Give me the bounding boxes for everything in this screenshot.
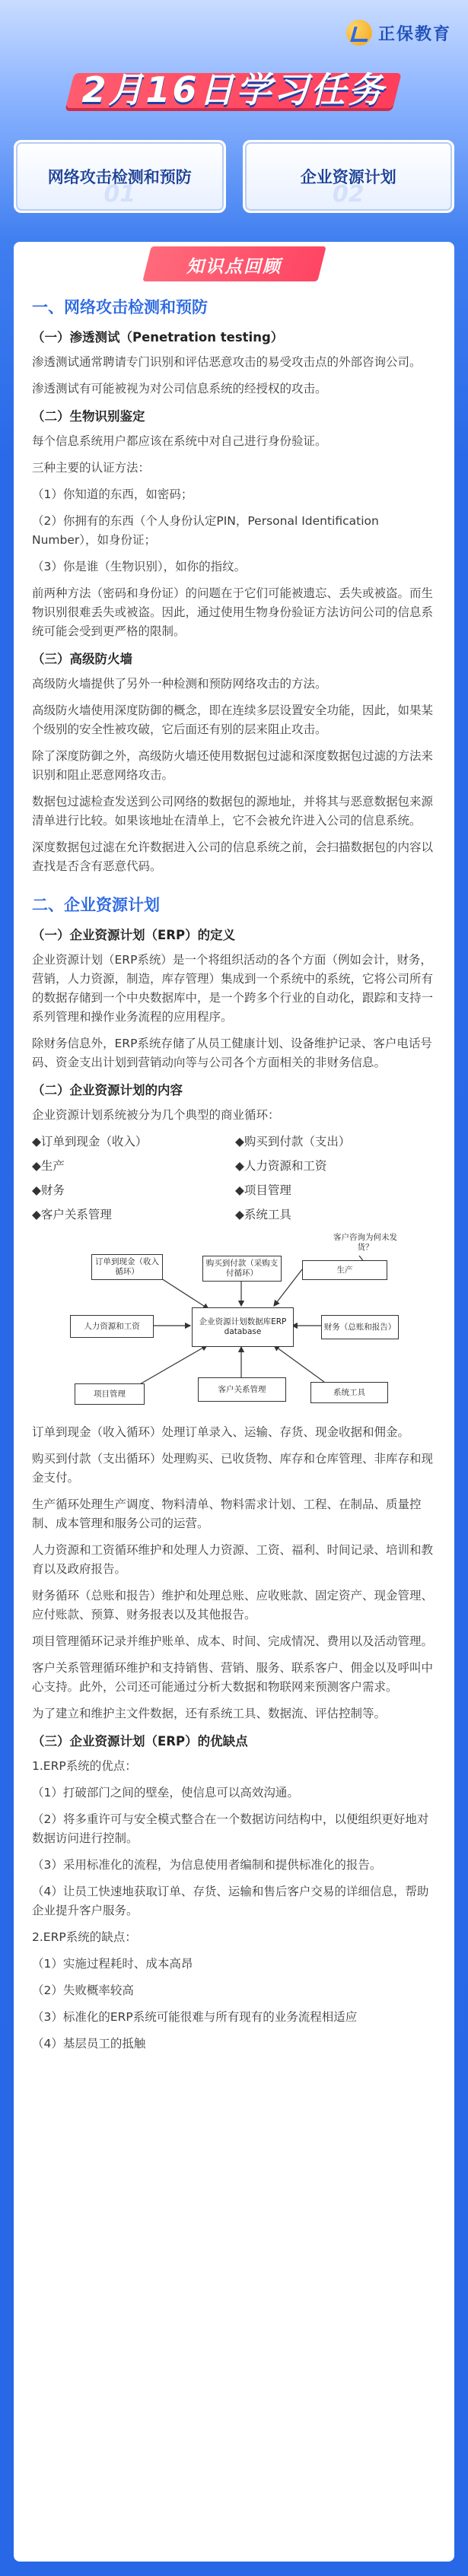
paragraph: 生产循环处理生产调度、物料清单、物料需求计划、工程、在制品、质量控制、成本管理和服务公司的运营。 xyxy=(32,1498,422,1530)
subsection-heading: （二）企业资源计划的内容 xyxy=(32,1083,183,1097)
list-item: （4）基层员工的抵触 xyxy=(32,2037,146,2050)
page-title: 2月16日学习任务 xyxy=(81,69,386,110)
paragraph: 订单到现金（收入循环）处理订单录入、运输、存货、现金收据和佣金。 xyxy=(32,1425,410,1439)
section-heading: 二、企业资源计划 xyxy=(32,896,160,914)
list-title: 1.ERP系统的优点： xyxy=(32,1759,137,1773)
paragraph: 渗透测试有可能被视为对公司信息系统的经授权的攻击。 xyxy=(32,382,327,395)
diagram-box-pm: 项目管理 xyxy=(75,1383,145,1405)
cycle-item: ◆订单到现金（收入） xyxy=(32,1135,148,1148)
paragraph: 每个信息系统用户都应该在系统中对自己进行身份验证。 xyxy=(32,434,327,448)
list-item: （2）你拥有的东西（个人身份认定PIN，Personal Identification Number），如身份证； xyxy=(32,514,379,547)
diagram-box-production: 生产 xyxy=(302,1260,387,1280)
topic-card-1[interactable] xyxy=(14,140,226,213)
brand-logo-icon xyxy=(346,20,372,46)
topic-label: 企业资源计划 xyxy=(300,168,396,186)
list-item: （4）让员工快速地获取订单、存货、运输和售后客户交易的详细信息，帮助企业提升客户服务。 xyxy=(32,1885,429,1917)
list-item: （3）你是谁（生物识别），如你的指纹。 xyxy=(32,560,247,573)
topic-cards xyxy=(14,140,454,213)
diagram-box-hr: 人力资源和工资 xyxy=(70,1315,154,1338)
diagram-center-box: 企业资源计划数据库ERP database xyxy=(192,1307,294,1347)
cycle-list xyxy=(32,1132,438,1222)
list-item: （2）失败概率较高 xyxy=(32,1984,134,1997)
topic-number: 01 xyxy=(103,181,136,208)
arrow xyxy=(274,1345,324,1382)
list-title: 2.ERP系统的缺点： xyxy=(32,1930,137,1944)
list-item: （1）你知道的东西，如密码； xyxy=(32,488,193,501)
paragraph: 三种主要的认证方法： xyxy=(32,461,151,475)
paragraph: 客户关系管理循环维护和支持销售、营销、服务、联系客户、佣金以及呼叫中心支持。此外，公司还可能通过分析大数据和物联网来预测客户需求。 xyxy=(32,1661,434,1694)
list-item: （1）打破部门之间的壁垒，使信息可以高效沟通。 xyxy=(32,1786,299,1799)
arrow xyxy=(138,1345,207,1385)
brand-name: 正保教育 xyxy=(377,24,451,44)
paragraph: 除财务信息外，ERP系统存储了从员工健康计划、设备维护记录、客户电话号码、资金支出计划到营销动向等与公司各个方面相关的非财务信息。 xyxy=(32,1037,432,1069)
brand-logo xyxy=(346,20,451,46)
paragraph: 除了深度防御之外，高级防火墙还使用数据包过滤和深度数据包过滤的方法来识别和阻止恶意网络攻击。 xyxy=(32,749,434,782)
cycle-item: ◆人力资源和工资 xyxy=(235,1159,327,1173)
paragraph: 深度数据包过滤在允许数据进入公司的信息系统之前，会扫描数据包的内容以查找是否含有恶意代码。 xyxy=(32,840,434,873)
page-title-banner xyxy=(55,58,412,114)
cycle-item: ◆客户关系管理 xyxy=(32,1208,112,1221)
cycle-item: ◆财务 xyxy=(32,1183,65,1197)
paragraph: 购买到付款（支出循环）处理购买、已收货物、库存和仓库管理、非库存和现金支付。 xyxy=(32,1452,434,1485)
topic-card-2[interactable] xyxy=(243,140,455,213)
paragraph: 高级防火墙使用深度防御的概念，即在连续多层设置安全功能，因此，如果某个级别的安全性被攻破，它后面还有别的层来阻止攻击。 xyxy=(32,704,434,736)
subsection-heading: （一）企业资源计划（ERP）的定义 xyxy=(32,928,236,942)
diagram-box-p2p: 购买到付款（采购支付循环） xyxy=(202,1256,282,1282)
cycle-item: ◆项目管理 xyxy=(235,1183,291,1197)
list-item: （3）采用标准化的流程，为信息使用者编制和提供标准化的报告。 xyxy=(32,1858,382,1872)
section-heading: 一、网络攻击检测和预防 xyxy=(32,298,208,316)
paragraph: 企业资源计划系统被分为几个典型的商业循环： xyxy=(32,1108,280,1122)
diagram-box-finance: 财务（总账和报告） xyxy=(321,1315,399,1339)
panel-tag xyxy=(147,242,322,281)
panel-tag-label: 知识点回顾 xyxy=(186,257,282,277)
subsection-heading: （三）企业资源计划（ERP）的优缺点 xyxy=(32,1734,248,1749)
diagram-box-crm: 客户关系管理 xyxy=(198,1377,286,1402)
diagram-callout: 客户咨询为何未发货？ xyxy=(333,1233,397,1252)
list-item: （2）将多重许可与安全模式整合在一个数据访问结构中，以便组织更好地对数据访问进行控制。 xyxy=(32,1812,429,1845)
paragraph: 财务循环（总账和报告）维护和处理总账、应收账款、固定资产、现金管理、应付账款、预算、财务报表以及其他报告。 xyxy=(32,1589,434,1622)
paragraph: 前两种方法（密码和身份证）的问题在于它们可能被遗忘、丢失或被盗。而生物识别很难丢失或被盗。因此，通过使用生物身份验证方法访问公司的信息系统可能会受到更严格的限制。 xyxy=(32,586,434,638)
paragraph: 企业资源计划（ERP系统）是一个将组织活动的各个方面（例如会计，财务，营销，人力资源，制造，库存管理）集成到一个系统中的系统，它将公司所有的数据存储到一个中央数据库中，是一个跨多个行业的自动化，跟踪和支持一系列管理和操作业务流程的应用程序。 xyxy=(32,953,434,1024)
paragraph: 人力资源和工资循环维护和处理人力资源、工资、福利、时间记录、培训和教育以及政府报告。 xyxy=(32,1543,434,1576)
subsection-heading: （二）生物识别鉴定 xyxy=(32,409,145,424)
list-item: （1）实施过程耗时、成本高昂 xyxy=(32,1957,193,1971)
paragraph: 渗透测试通常聘请专门识别和评估恶意攻击的易受攻击点的外部咨询公司。 xyxy=(32,355,422,369)
diagram-box-o2c: 订单到现金（收入循环） xyxy=(91,1254,163,1280)
erp-diagram xyxy=(32,1233,438,1408)
subsection-heading: （一）渗透测试（Penetration testing） xyxy=(32,330,284,345)
cycle-item: ◆系统工具 xyxy=(235,1208,291,1221)
diagram-box-sys: 系统工具 xyxy=(310,1382,388,1403)
list-item: （3）标准化的ERP系统可能很难与所有现有的业务流程相适应 xyxy=(32,2010,358,2024)
paragraph: 数据包过滤检查发送到公司网络的数据包的源地址，并将其与恶意数据包来源清单进行比较。如果该地址在清单上，它不会被允许进入公司的信息系统。 xyxy=(32,795,434,827)
knowledge-panel xyxy=(14,242,454,2562)
subsection-heading: （三）高级防火墙 xyxy=(32,652,132,666)
topic-number: 02 xyxy=(332,181,365,208)
topic-label: 网络攻击检测和预防 xyxy=(47,168,192,186)
cycle-item: ◆生产 xyxy=(32,1159,65,1173)
paragraph: 项目管理循环记录并维护账单、成本、时间、完成情况、费用以及活动管理。 xyxy=(32,1634,434,1648)
arrow xyxy=(161,1278,209,1309)
cycle-item: ◆购买到付款（支出） xyxy=(235,1135,351,1148)
paragraph: 为了建立和维护主文件数据，还有系统工具、数据流、评估控制等。 xyxy=(32,1707,387,1720)
paragraph: 高级防火墙提供了另外一种检测和预防网络攻击的方法。 xyxy=(32,677,327,691)
panel-content xyxy=(32,295,438,2061)
